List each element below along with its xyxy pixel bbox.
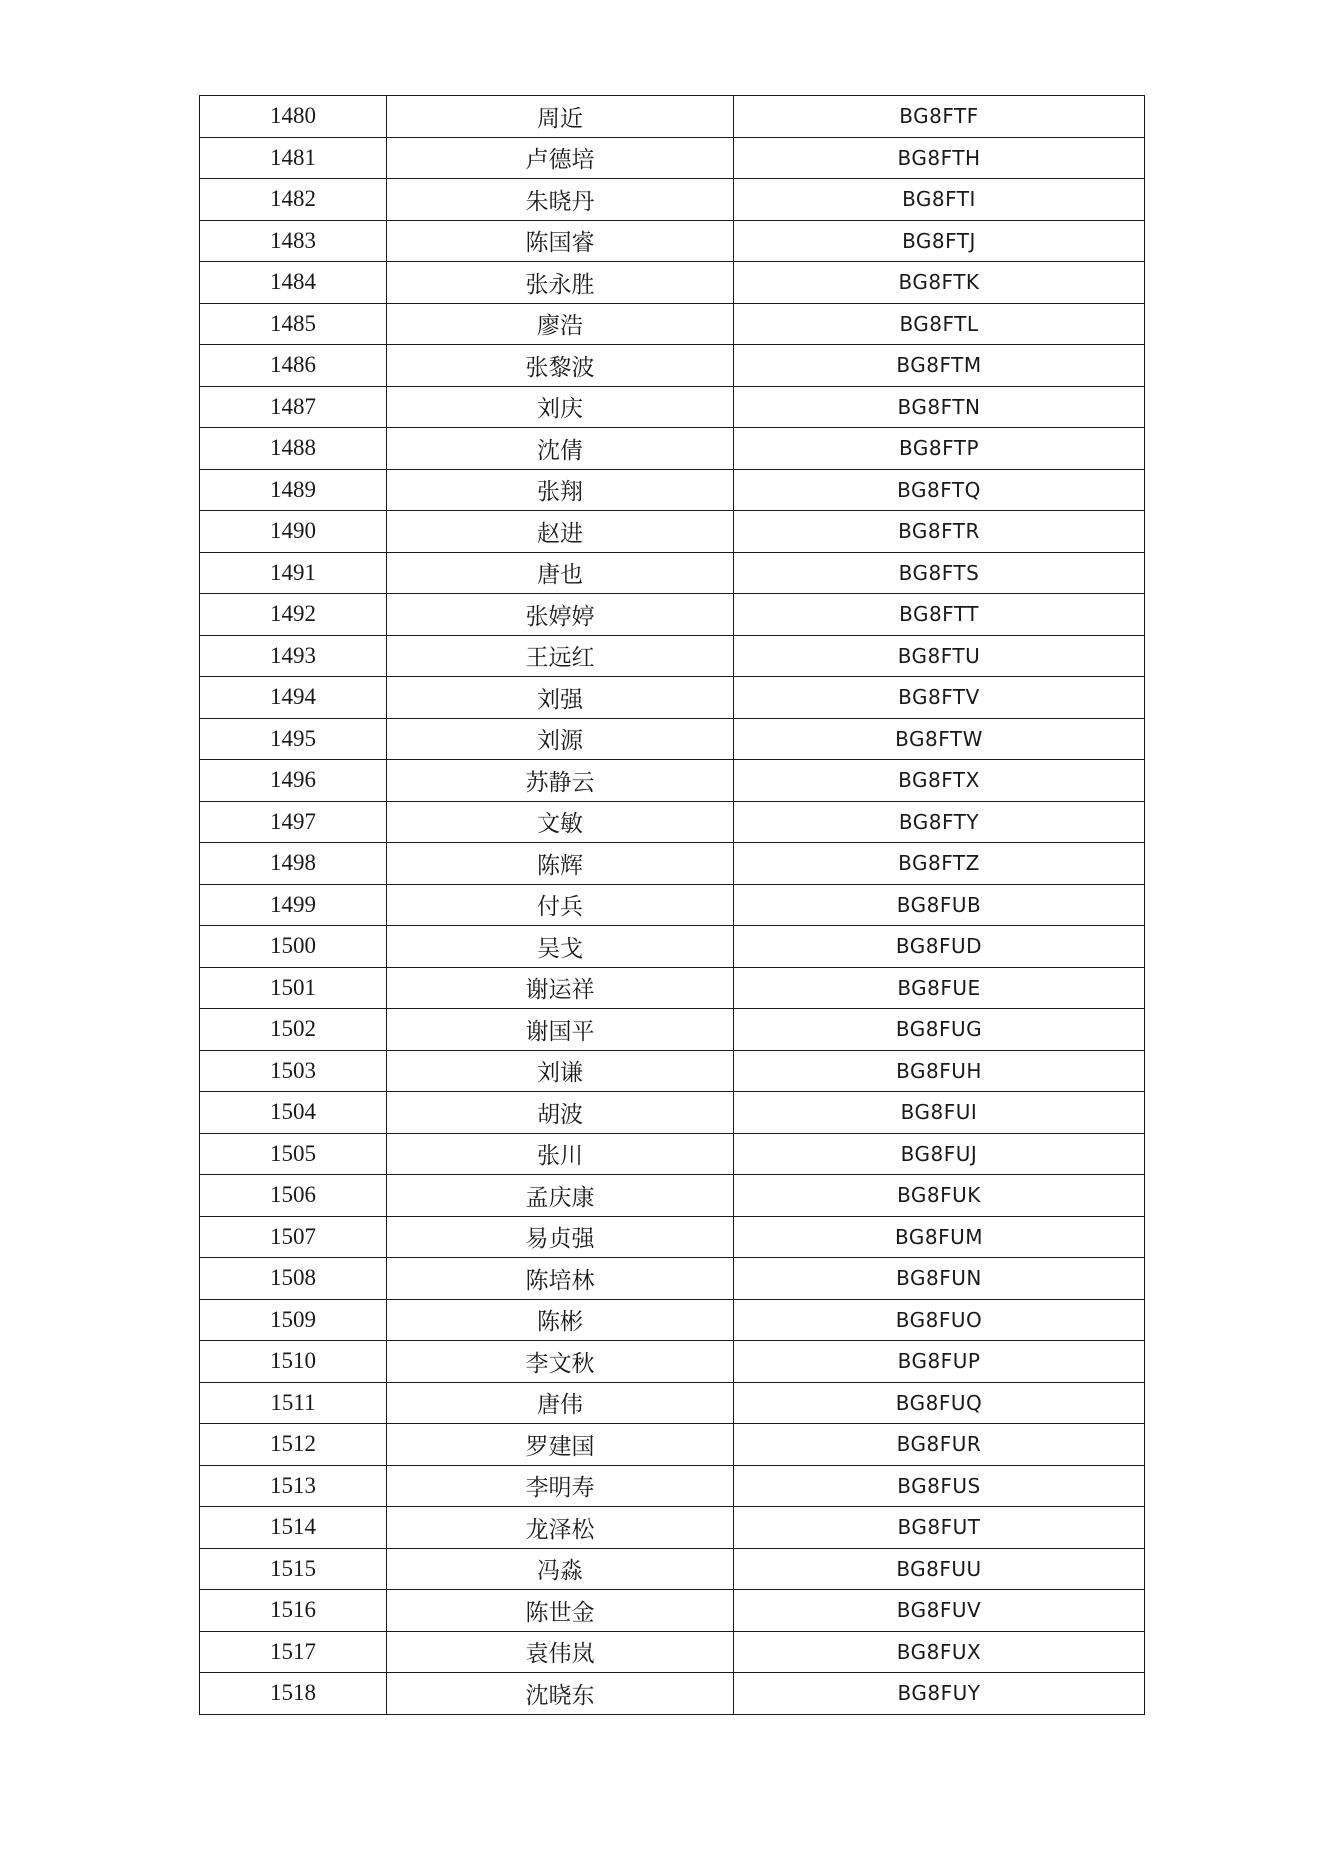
callsign-cell: BG8FUI xyxy=(734,1092,1145,1134)
callsign-cell: BG8FUP xyxy=(734,1341,1145,1383)
callsign-cell: BG8FTX xyxy=(734,760,1145,802)
row-number-cell: 1492 xyxy=(200,594,387,636)
row-number-cell: 1507 xyxy=(200,1216,387,1258)
name-cell: 张永胜 xyxy=(387,262,734,304)
name-cell: 罗建国 xyxy=(387,1424,734,1466)
table-row xyxy=(200,1050,1145,1092)
table-row xyxy=(200,967,1145,1009)
callsign-cell: BG8FTM xyxy=(734,345,1145,387)
row-number-cell: 1488 xyxy=(200,428,387,470)
callsign-cell: BG8FTY xyxy=(734,801,1145,843)
row-number-cell: 1493 xyxy=(200,635,387,677)
name-cell: 张黎波 xyxy=(387,345,734,387)
callsign-cell: BG8FUK xyxy=(734,1175,1145,1217)
row-number-cell: 1504 xyxy=(200,1092,387,1134)
callsign-cell: BG8FTR xyxy=(734,511,1145,553)
name-cell: 赵进 xyxy=(387,511,734,553)
name-cell: 王远红 xyxy=(387,635,734,677)
row-number-cell: 1485 xyxy=(200,303,387,345)
name-cell: 谢运祥 xyxy=(387,967,734,1009)
callsign-cell: BG8FUR xyxy=(734,1424,1145,1466)
callsign-cell: BG8FTI xyxy=(734,179,1145,221)
table-row xyxy=(200,137,1145,179)
callsign-cell: BG8FTN xyxy=(734,386,1145,428)
table-row xyxy=(200,801,1145,843)
callsign-cell: BG8FUH xyxy=(734,1050,1145,1092)
callsign-cell: BG8FTQ xyxy=(734,469,1145,511)
row-number-cell: 1499 xyxy=(200,884,387,926)
name-cell: 陈培林 xyxy=(387,1258,734,1300)
table-row xyxy=(200,220,1145,262)
table-row xyxy=(200,1507,1145,1549)
callsign-cell: BG8FTH xyxy=(734,137,1145,179)
name-cell: 周近 xyxy=(387,96,734,138)
table-row xyxy=(200,594,1145,636)
name-cell: 苏静云 xyxy=(387,760,734,802)
callsign-cell: BG8FTJ xyxy=(734,220,1145,262)
callsign-cell: BG8FUJ xyxy=(734,1133,1145,1175)
callsign-cell: BG8FTS xyxy=(734,552,1145,594)
row-number-cell: 1501 xyxy=(200,967,387,1009)
name-cell: 卢德培 xyxy=(387,137,734,179)
callsign-cell: BG8FTP xyxy=(734,428,1145,470)
table-row xyxy=(200,884,1145,926)
table-row xyxy=(200,1299,1145,1341)
table-row xyxy=(200,179,1145,221)
callsign-cell: BG8FUS xyxy=(734,1465,1145,1507)
row-number-cell: 1483 xyxy=(200,220,387,262)
table-row xyxy=(200,1341,1145,1383)
callsign-cell: BG8FTT xyxy=(734,594,1145,636)
name-cell: 张翔 xyxy=(387,469,734,511)
row-number-cell: 1491 xyxy=(200,552,387,594)
row-number-cell: 1480 xyxy=(200,96,387,138)
callsign-cell: BG8FUQ xyxy=(734,1382,1145,1424)
table-row xyxy=(200,718,1145,760)
row-number-cell: 1513 xyxy=(200,1465,387,1507)
name-cell: 廖浩 xyxy=(387,303,734,345)
row-number-cell: 1503 xyxy=(200,1050,387,1092)
row-number-cell: 1489 xyxy=(200,469,387,511)
row-number-cell: 1518 xyxy=(200,1673,387,1715)
callsign-cell: BG8FUG xyxy=(734,1009,1145,1051)
table-row xyxy=(200,511,1145,553)
row-number-cell: 1506 xyxy=(200,1175,387,1217)
name-cell: 易贞强 xyxy=(387,1216,734,1258)
name-cell: 陈辉 xyxy=(387,843,734,885)
name-cell: 李明寿 xyxy=(387,1465,734,1507)
name-cell: 陈世金 xyxy=(387,1590,734,1632)
row-number-cell: 1515 xyxy=(200,1548,387,1590)
name-cell: 冯淼 xyxy=(387,1548,734,1590)
table-row xyxy=(200,262,1145,304)
name-cell: 沈倩 xyxy=(387,428,734,470)
callsign-cell: BG8FUU xyxy=(734,1548,1145,1590)
table-row xyxy=(200,635,1145,677)
callsign-cell: BG8FTU xyxy=(734,635,1145,677)
name-cell: 龙泽松 xyxy=(387,1507,734,1549)
table-row xyxy=(200,303,1145,345)
callsign-cell: BG8FTZ xyxy=(734,843,1145,885)
table-row xyxy=(200,1092,1145,1134)
callsign-cell: BG8FTW xyxy=(734,718,1145,760)
table-row xyxy=(200,1382,1145,1424)
table-row xyxy=(200,1258,1145,1300)
table-row xyxy=(200,469,1145,511)
table-row xyxy=(200,428,1145,470)
table-row xyxy=(200,926,1145,968)
name-cell: 刘强 xyxy=(387,677,734,719)
row-number-cell: 1490 xyxy=(200,511,387,553)
row-number-cell: 1512 xyxy=(200,1424,387,1466)
table-row xyxy=(200,1673,1145,1715)
table-row xyxy=(200,1009,1145,1051)
name-cell: 刘庆 xyxy=(387,386,734,428)
row-number-cell: 1500 xyxy=(200,926,387,968)
table-row xyxy=(200,96,1145,138)
callsign-cell: BG8FUN xyxy=(734,1258,1145,1300)
row-number-cell: 1496 xyxy=(200,760,387,802)
callsign-cell: BG8FTL xyxy=(734,303,1145,345)
callsign-cell: BG8FUE xyxy=(734,967,1145,1009)
table-row xyxy=(200,1590,1145,1632)
table-row xyxy=(200,843,1145,885)
row-number-cell: 1511 xyxy=(200,1382,387,1424)
name-cell: 张川 xyxy=(387,1133,734,1175)
row-number-cell: 1481 xyxy=(200,137,387,179)
row-number-cell: 1505 xyxy=(200,1133,387,1175)
name-cell: 陈国睿 xyxy=(387,220,734,262)
name-cell: 胡波 xyxy=(387,1092,734,1134)
callsign-cell: BG8FUX xyxy=(734,1631,1145,1673)
name-cell: 刘谦 xyxy=(387,1050,734,1092)
table-row xyxy=(200,1133,1145,1175)
callsign-cell: BG8FTK xyxy=(734,262,1145,304)
callsign-cell: BG8FUD xyxy=(734,926,1145,968)
table-row xyxy=(200,552,1145,594)
table-row xyxy=(200,1175,1145,1217)
name-cell: 谢国平 xyxy=(387,1009,734,1051)
row-number-cell: 1514 xyxy=(200,1507,387,1549)
table-row xyxy=(200,677,1145,719)
name-cell: 唐也 xyxy=(387,552,734,594)
callsign-cell: BG8FTF xyxy=(734,96,1145,138)
name-cell: 袁伟岚 xyxy=(387,1631,734,1673)
callsign-cell: BG8FUV xyxy=(734,1590,1145,1632)
table-row xyxy=(200,760,1145,802)
name-cell: 唐伟 xyxy=(387,1382,734,1424)
callsign-cell: BG8FUO xyxy=(734,1299,1145,1341)
name-cell: 张婷婷 xyxy=(387,594,734,636)
name-cell: 付兵 xyxy=(387,884,734,926)
row-number-cell: 1484 xyxy=(200,262,387,304)
roster-table xyxy=(199,95,1145,1715)
row-number-cell: 1509 xyxy=(200,1299,387,1341)
callsign-cell: BG8FUY xyxy=(734,1673,1145,1715)
table-row xyxy=(200,345,1145,387)
table-row xyxy=(200,1216,1145,1258)
table-row xyxy=(200,1424,1145,1466)
roster-table-body xyxy=(200,96,1145,1715)
row-number-cell: 1516 xyxy=(200,1590,387,1632)
row-number-cell: 1495 xyxy=(200,718,387,760)
callsign-cell: BG8FUB xyxy=(734,884,1145,926)
row-number-cell: 1502 xyxy=(200,1009,387,1051)
row-number-cell: 1482 xyxy=(200,179,387,221)
row-number-cell: 1498 xyxy=(200,843,387,885)
name-cell: 沈晓东 xyxy=(387,1673,734,1715)
name-cell: 吴戈 xyxy=(387,926,734,968)
callsign-cell: BG8FUT xyxy=(734,1507,1145,1549)
callsign-cell: BG8FUM xyxy=(734,1216,1145,1258)
name-cell: 文敏 xyxy=(387,801,734,843)
row-number-cell: 1510 xyxy=(200,1341,387,1383)
row-number-cell: 1486 xyxy=(200,345,387,387)
name-cell: 刘源 xyxy=(387,718,734,760)
row-number-cell: 1497 xyxy=(200,801,387,843)
name-cell: 陈彬 xyxy=(387,1299,734,1341)
name-cell: 李文秋 xyxy=(387,1341,734,1383)
table-row xyxy=(200,1548,1145,1590)
row-number-cell: 1508 xyxy=(200,1258,387,1300)
table-row xyxy=(200,1465,1145,1507)
callsign-cell: BG8FTV xyxy=(734,677,1145,719)
table-row xyxy=(200,386,1145,428)
row-number-cell: 1487 xyxy=(200,386,387,428)
table-row xyxy=(200,1631,1145,1673)
name-cell: 朱晓丹 xyxy=(387,179,734,221)
row-number-cell: 1517 xyxy=(200,1631,387,1673)
name-cell: 孟庆康 xyxy=(387,1175,734,1217)
row-number-cell: 1494 xyxy=(200,677,387,719)
